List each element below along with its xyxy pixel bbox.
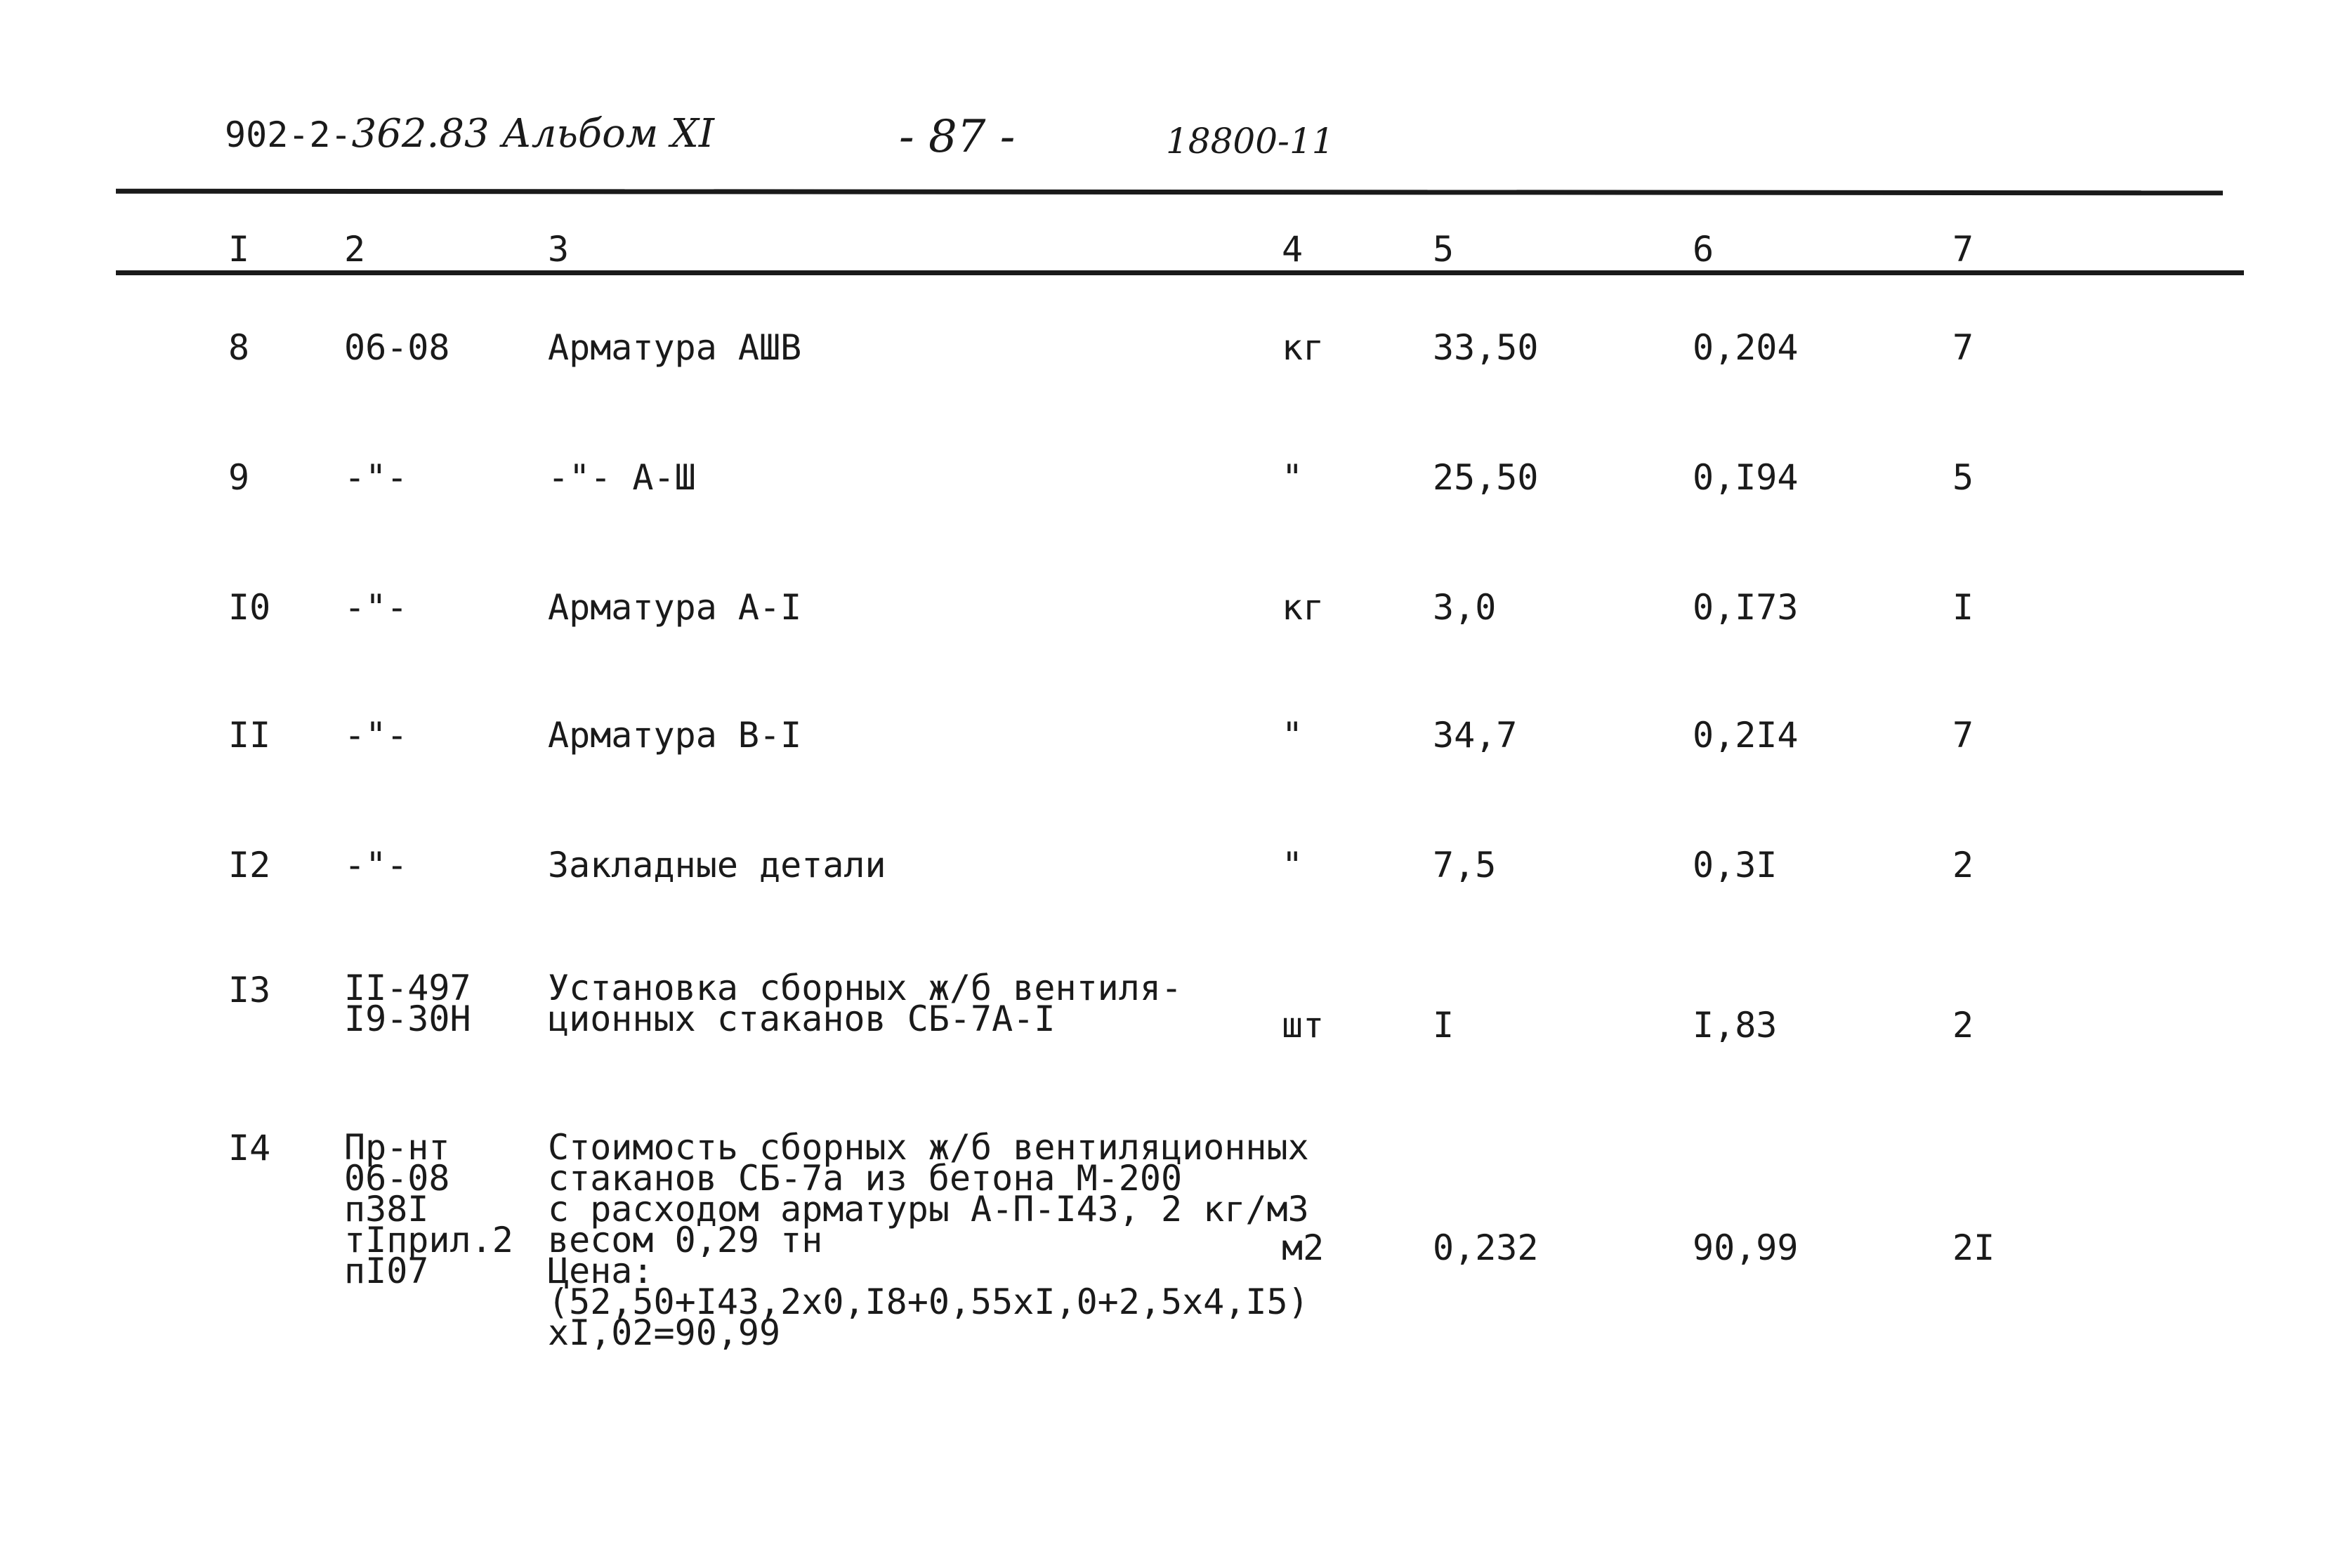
top-rule [116, 189, 2223, 196]
row-number: I3 [228, 970, 271, 1010]
description: Арматура АШВ [548, 327, 802, 368]
description: Арматура В-I [548, 715, 802, 756]
unit-price: 0,2I4 [1693, 715, 1799, 756]
row-number: 8 [228, 327, 250, 368]
unit: шт [1282, 1005, 1325, 1046]
document-code-typed: 902-2- [225, 114, 352, 155]
row-number: I2 [228, 845, 271, 885]
column-header-4: 4 [1282, 229, 1304, 270]
norm-code: II-497 I9-30Н [344, 968, 471, 1039]
row-number: II [228, 715, 271, 756]
document-code-handwritten: 362.83 Альбом XI [351, 111, 715, 157]
total: 2I [1952, 1227, 1995, 1268]
column-header-1: I [228, 229, 250, 270]
row-number: I0 [228, 587, 271, 628]
description: Арматура А-I [548, 587, 802, 628]
quantity: I [1433, 1005, 1455, 1046]
quantity: 34,7 [1433, 715, 1518, 756]
unit-price: 0,3I [1693, 845, 1778, 885]
quantity: 7,5 [1433, 845, 1497, 885]
total: 7 [1952, 327, 1974, 368]
norm-code: -"- [344, 845, 408, 885]
description: -"- А-Ш [548, 457, 696, 498]
total: 2 [1952, 1005, 1974, 1046]
document-code [225, 111, 714, 157]
description: Установка сборных ж/б вентиля- ционных стаканов СБ-7А-I [548, 968, 1183, 1039]
unit-price: 0,I94 [1693, 457, 1799, 498]
unit: " [1282, 457, 1304, 498]
unit: кг [1282, 587, 1325, 628]
total: 5 [1952, 457, 1974, 498]
unit-price: I,83 [1693, 1005, 1778, 1046]
column-header-7: 7 [1952, 229, 1974, 270]
page-number: - 87 - [899, 111, 1016, 163]
norm-code: -"- [344, 587, 408, 628]
row-number: I4 [228, 1128, 271, 1168]
quantity: 33,50 [1433, 327, 1539, 368]
unit-price: 0,I73 [1693, 587, 1799, 628]
column-header-5: 5 [1433, 229, 1455, 270]
total: I [1952, 587, 1974, 628]
quantity: 0,232 [1433, 1227, 1539, 1268]
column-header-2: 2 [344, 229, 366, 270]
norm-code: -"- [344, 457, 408, 498]
row-number: 9 [228, 457, 250, 498]
norm-code: Пр-нт 06-08 п38I тIприл.2 пI07 [344, 1127, 513, 1291]
quantity: 25,50 [1433, 457, 1539, 498]
column-header-3: 3 [548, 229, 570, 270]
total: 2 [1952, 845, 1974, 885]
unit: " [1282, 845, 1304, 885]
header-rule [116, 270, 2244, 275]
inventory-number: 18800-11 [1166, 121, 1334, 162]
norm-code: -"- [344, 715, 408, 756]
total: 7 [1952, 715, 1974, 756]
quantity: 3,0 [1433, 587, 1497, 628]
unit: м2 [1282, 1227, 1325, 1268]
norm-code: 06-08 [344, 327, 450, 368]
unit: " [1282, 715, 1304, 756]
column-header-6: 6 [1693, 229, 1714, 270]
description: Закладные детали [548, 845, 886, 885]
unit-price: 0,204 [1693, 327, 1799, 368]
unit: кг [1282, 327, 1325, 368]
unit-price: 90,99 [1693, 1227, 1799, 1268]
description: Стоимость сборных ж/б вентиляционных стаканов СБ-7а из бетона М-200 с расходом арматуры А-П-I43, 2 кг/м3 весом 0,29 тн Цена: (52,50+I43,2х0,I8+0,55хI,0+2,5х4,I5) хI,02=90,99 [548, 1127, 1309, 1353]
